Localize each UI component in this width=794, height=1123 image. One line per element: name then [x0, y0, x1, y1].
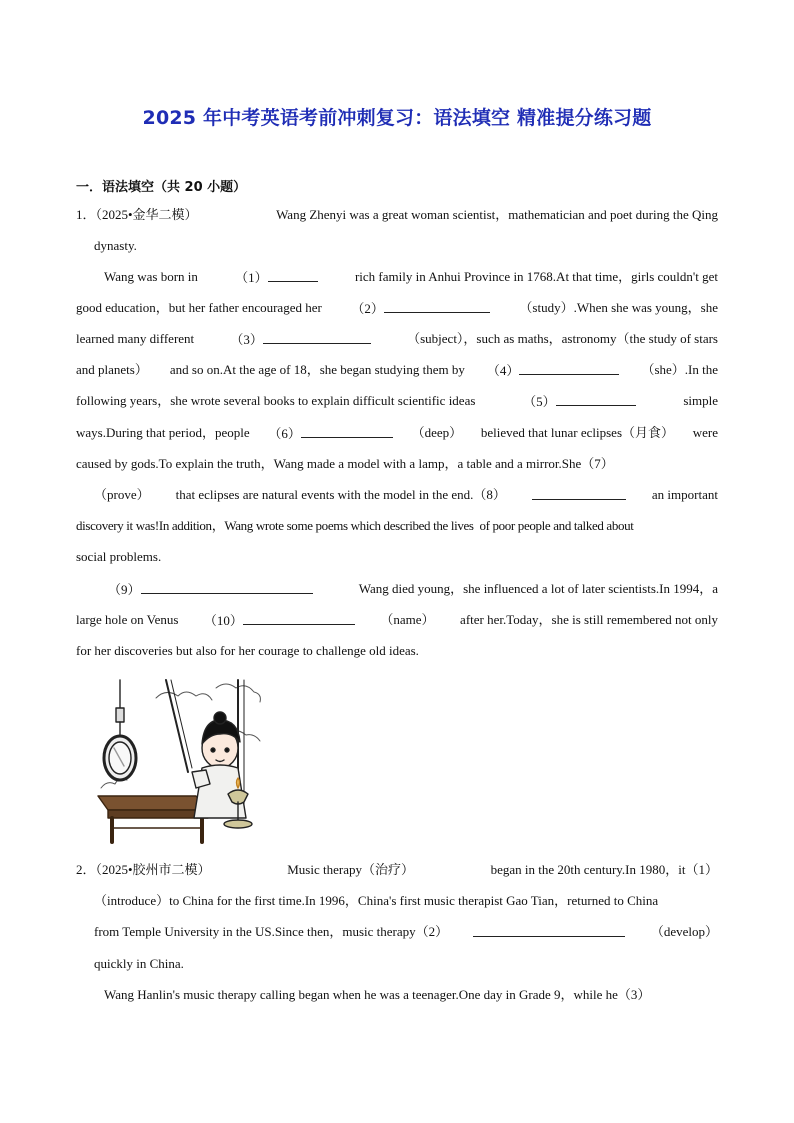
- q1-blank-9[interactable]: （9）: [108, 580, 313, 599]
- q1-blank-1[interactable]: （1）: [235, 268, 318, 287]
- q1-line-15: for her discoveries but also for her courage to challenge old ideas.: [76, 643, 419, 658]
- q1-blank-7: caused by gods.To explain the truth，Wang made a model with a lamp，a table and a mirror.She（7）: [76, 456, 614, 471]
- q1-line-6: and planets） and so on.At the age of 18，she began studying them by （4） （she）.In the: [76, 362, 718, 378]
- q1-line-10: （prove） that eclipses are natural events with the model in the end.（8） an important: [94, 486, 718, 505]
- q1-line-4: good education，but her father encouraged her （2） （study）.When she was young，she: [76, 300, 718, 316]
- q2-line-1: 2．（2025•胶州市二模） Music therapy（治疗） began in the 20th century.In 1980，it（1）: [76, 862, 718, 877]
- q1-line-13: （9） Wang died young，she influenced a lot of later scientists.In 1994，a: [108, 581, 718, 597]
- q1-blank-8[interactable]: [532, 486, 626, 505]
- q2-line-5: Wang Hanlin's music therapy calling began when he was a teenager.One day in Grade 9，while he（3）: [104, 987, 651, 1002]
- q1-line-5: learned many different （3） （subject），such as maths，astronomy（the study of stars: [76, 331, 718, 347]
- q1-blank-2[interactable]: （2）: [351, 299, 490, 318]
- q1-blank-5[interactable]: （5）: [523, 392, 636, 411]
- q1-blank-6[interactable]: （6）: [268, 424, 393, 443]
- q1-source: 1．（2025•金华二模）: [76, 207, 198, 222]
- page-title: 2025 年中考英语考前冲刺复习：语法填空 精准提分练习题: [142, 107, 652, 129]
- q2-line-3: from Temple University in the US.Since then，music therapy（2） （develop）: [94, 923, 718, 942]
- q1-line-3: Wang was born in （1） rich family in Anhui Province in 1768.At that time，girls couldn't get: [104, 269, 718, 285]
- q1-line-2: dynasty.: [94, 238, 137, 253]
- q1-line-12: social problems.: [76, 549, 162, 564]
- illustration-wang-zhenyi: [96, 678, 266, 844]
- q1-line-11: discovery it was!In addition，Wang wrote some poems which described the lives of poor people and talked about: [76, 518, 634, 533]
- q1-blank-3[interactable]: （3）: [230, 330, 371, 349]
- q1-line-14: large hole on Venus （10） （name） after her.Today，she is still remembered not only: [76, 612, 718, 628]
- q2-source: 2．（2025•胶州市二模）: [76, 862, 211, 877]
- q1-line-9: [76, 455, 718, 473]
- q2-line-4: quickly in China.: [94, 956, 184, 971]
- q2-blank-2[interactable]: [473, 923, 625, 942]
- section-heading: 一．语法填空（共 20 小题）: [76, 180, 247, 195]
- q2-line-2: （introduce）to China for the first time.In 1996，China's first music therapist Gao Tian，returned to China: [94, 893, 659, 908]
- q1-line-7: following years，she wrote several books to explain difficult scientific ideas （5） simple: [76, 393, 718, 409]
- q1-blank-10[interactable]: （10）: [204, 611, 355, 630]
- q1-blank-4[interactable]: （4）: [487, 361, 620, 380]
- q1-line-1: 1．（2025•金华二模） Wang Zhenyi was a great woman scientist，mathematician and poet during the Qing: [76, 207, 718, 222]
- q1-line-8: ways.During that period，people （6） （deep） believed that lunar eclipses（月食） were: [76, 425, 718, 441]
